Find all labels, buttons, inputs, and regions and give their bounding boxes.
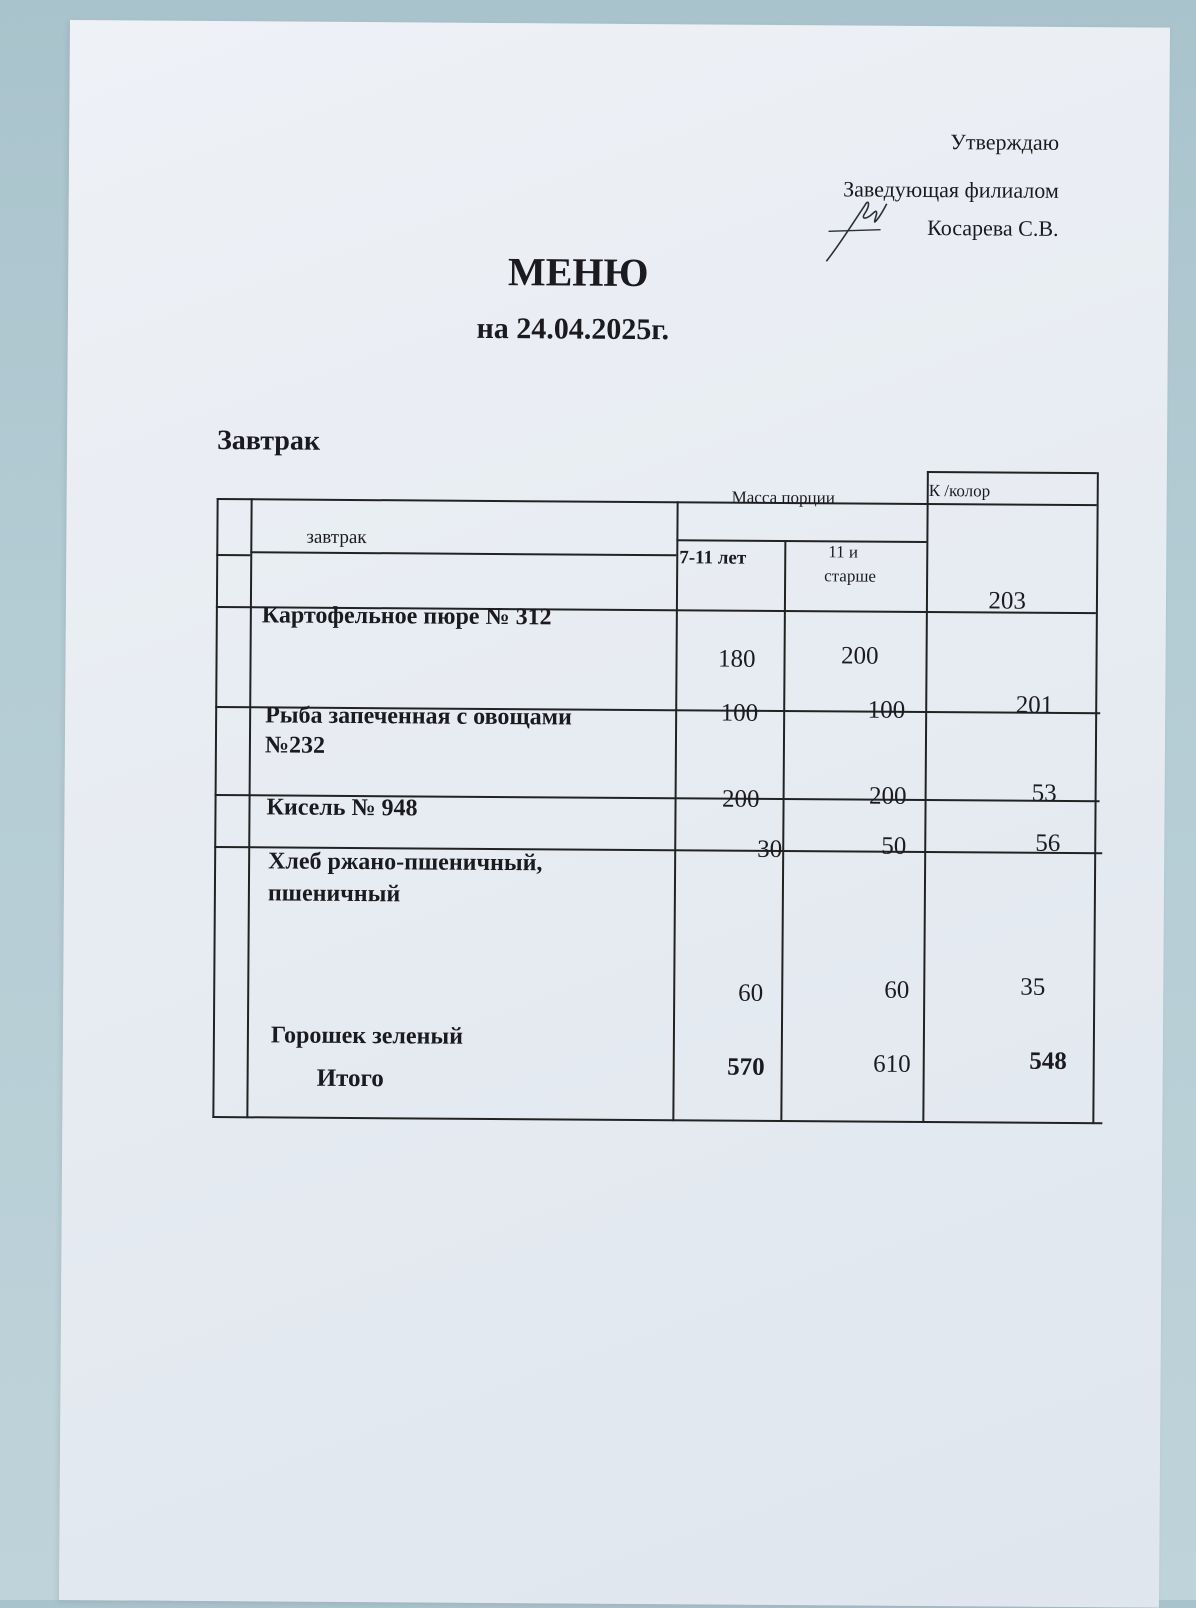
dish-2-age2: 100	[867, 696, 906, 724]
dish-2-age1: 100	[720, 699, 759, 727]
header-dish-name: завтрак	[306, 526, 367, 549]
page-title: МЕНЮ	[507, 249, 649, 296]
dish-5-age1: 60	[738, 979, 764, 1007]
dish-name-3: Кисель № 948	[266, 794, 418, 822]
menu-table	[212, 466, 1117, 1127]
dish-2-kcal: 201	[1015, 691, 1054, 719]
total-label: Итого	[316, 1064, 384, 1093]
dish-5-kcal: 35	[1020, 973, 1046, 1001]
dish-name-2-line2: №232	[264, 732, 326, 759]
section-heading: Завтрак	[216, 425, 321, 457]
dish-name-4-line2: пшеничный	[267, 880, 401, 908]
dish-4-age1: 30	[757, 835, 783, 863]
total-kcal: 548	[1029, 1047, 1067, 1075]
dish-3-age1: 200	[721, 785, 760, 813]
dish-name-1: Картофельное пюре № 312	[261, 602, 552, 631]
approval-name: Косарева С.В.	[927, 214, 1059, 241]
dish-5-age2: 60	[884, 976, 910, 1004]
dish-1-age1: 180	[717, 645, 756, 673]
dish-3-age2: 200	[869, 782, 907, 810]
header-portion-mass: Масса порции	[731, 487, 835, 508]
dish-3-kcal: 53	[1031, 779, 1057, 807]
dish-name-2-line1: Рыба запеченная с овощами	[265, 702, 572, 731]
header-age-7-11: 7-11 лет	[679, 547, 747, 569]
header-age-11-plus-line2: старше	[824, 566, 877, 586]
header-kcal: К /колор	[928, 481, 991, 501]
dish-1-age2: 200	[840, 642, 879, 670]
total-age2: 610	[873, 1050, 911, 1078]
dish-4-kcal: 56	[1035, 829, 1061, 857]
dish-name-5: Горошек зеленый	[270, 1022, 464, 1050]
dish-1-kcal: 203	[988, 587, 1027, 615]
paper-sheet	[59, 20, 1170, 1608]
dish-name-4-line1: Хлеб ржано-пшеничный,	[268, 848, 543, 877]
page-subtitle-date: на 24.04.2025г.	[476, 311, 670, 347]
total-age1: 570	[727, 1053, 765, 1081]
approval-position: Заведующая филиалом	[843, 176, 1059, 203]
header-age-11-plus-line1: 11 и	[828, 542, 859, 562]
dish-4-age2: 50	[881, 832, 907, 860]
approval-title: Утверждаю	[950, 129, 1060, 155]
